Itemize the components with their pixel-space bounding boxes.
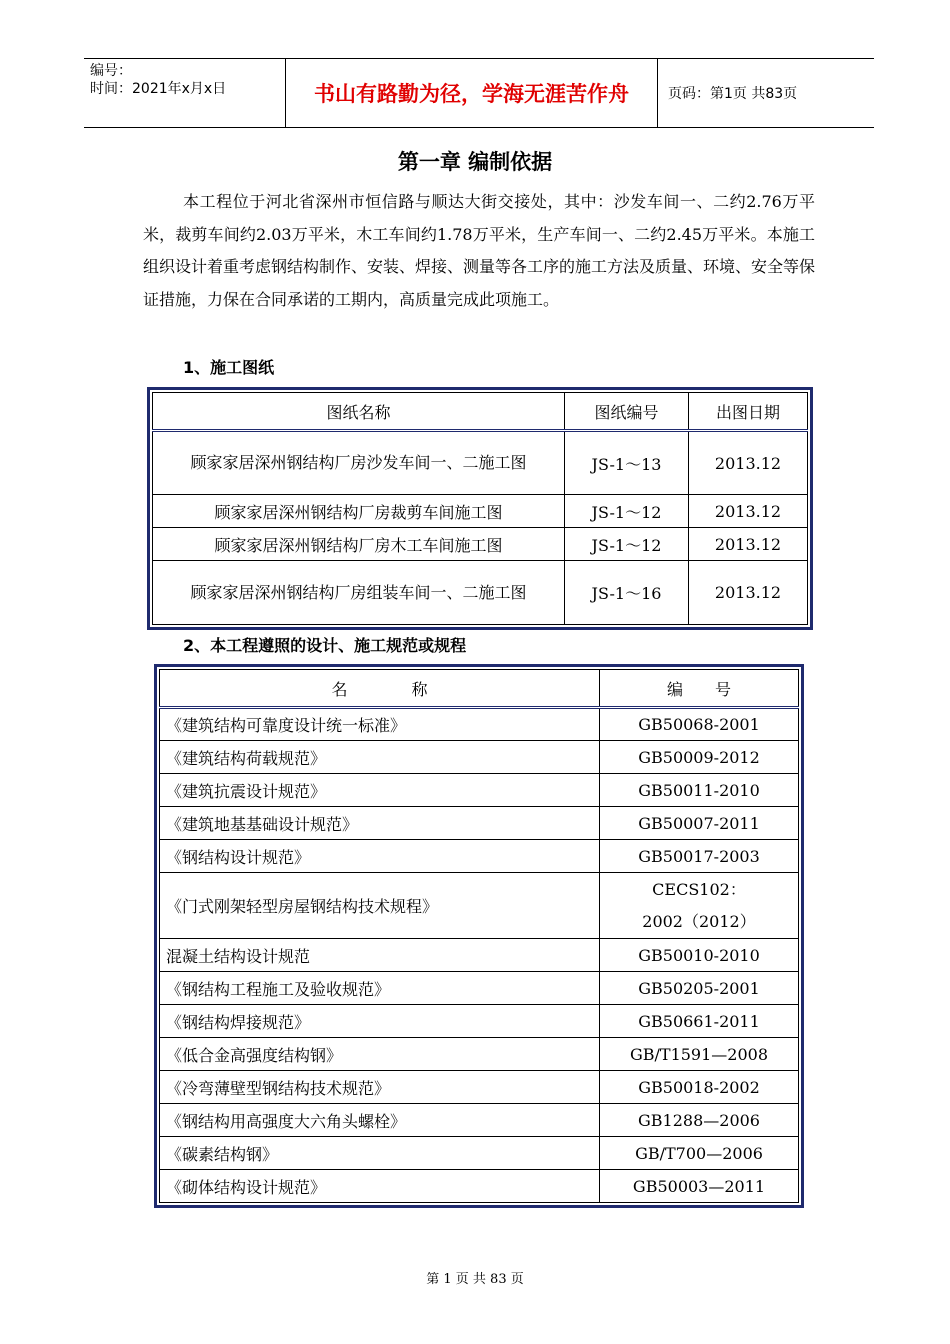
standard-name: 《钢结构设计规范》 [160, 840, 600, 873]
drawings-table [147, 387, 813, 630]
table-row [160, 939, 799, 972]
standard-name: 《钢结构焊接规范》 [160, 1005, 600, 1038]
number-label: 编号： [90, 63, 132, 79]
table-row [160, 1170, 799, 1203]
drawing-code: JS-1～12 [565, 495, 689, 528]
standard-code: CECS102：2002（2012） [600, 873, 799, 939]
table-row [153, 495, 808, 528]
table-row [160, 1005, 799, 1038]
table-row [160, 708, 799, 741]
chapter-title: 第一章 编制依据 [397, 150, 553, 174]
standard-code: GB50009-2012 [600, 741, 799, 774]
drawing-date: 2013.12 [689, 528, 808, 561]
table-row [160, 1071, 799, 1104]
standard-name: 《钢结构工程施工及验收规范》 [160, 972, 600, 1005]
drawings-header-row [153, 393, 808, 431]
page-footer: 第 1 页 共 83 页 [426, 1272, 524, 1287]
header-page-label: 页码：第1页 共83页 [668, 86, 798, 102]
table-row [160, 807, 799, 840]
standard-name: 《建筑地基基础设计规范》 [160, 807, 600, 840]
section2-heading: 2、本工程遵照的设计、施工规范或规程 [183, 636, 467, 655]
standards-table [154, 664, 804, 1208]
standard-name: 混凝土结构设计规范 [160, 939, 600, 972]
standard-name: 《低合金高强度结构钢》 [160, 1038, 600, 1071]
table-row [160, 840, 799, 873]
col-header-issue-date: 出图日期 [689, 393, 808, 431]
standard-name: 《冷弯薄壁型钢结构技术规范》 [160, 1071, 600, 1104]
standard-name: 《建筑结构荷载规范》 [160, 741, 600, 774]
col-header-drawing-code: 图纸编号 [565, 393, 689, 431]
table-row [153, 561, 808, 625]
drawing-code: JS-1～13 [565, 431, 689, 495]
standard-name: 《建筑抗震设计规范》 [160, 774, 600, 807]
time-label: 时间：2021年x月x日 [90, 81, 227, 97]
table-row [160, 774, 799, 807]
drawing-date: 2013.12 [689, 495, 808, 528]
standard-code: GB50007-2011 [600, 807, 799, 840]
drawing-code: JS-1～16 [565, 561, 689, 625]
col-header-standard-code: 编 号 [600, 670, 799, 708]
table-row [160, 1104, 799, 1137]
table-row [160, 1038, 799, 1071]
drawing-name: 顾家家居深州钢结构厂房木工车间施工图 [153, 528, 565, 561]
standard-code: GB/T1591—2008 [600, 1038, 799, 1071]
table-row [160, 972, 799, 1005]
table-row [160, 741, 799, 774]
standard-name: 《碳素结构钢》 [160, 1137, 600, 1170]
standard-name: 《钢结构用高强度大六角头螺栓》 [160, 1104, 600, 1137]
table-row [153, 431, 808, 495]
table-row [160, 873, 799, 939]
standard-code: GB50068-2001 [600, 708, 799, 741]
table-row [153, 528, 808, 561]
drawing-code: JS-1～12 [565, 528, 689, 561]
drawing-name: 顾家家居深州钢结构厂房裁剪车间施工图 [153, 495, 565, 528]
table-row [160, 1137, 799, 1170]
header-motto: 书山有路勤为径，学海无涯苦作舟 [286, 59, 658, 127]
drawing-date: 2013.12 [689, 431, 808, 495]
drawing-name: 顾家家居深州钢结构厂房组装车间一、二施工图 [153, 561, 565, 625]
col-header-standard-name: 名 称 [160, 670, 600, 708]
drawing-date: 2013.12 [689, 561, 808, 625]
standard-code: GB50205-2001 [600, 972, 799, 1005]
col-header-drawing-name: 图纸名称 [153, 393, 565, 431]
standard-code: GB50661-2011 [600, 1005, 799, 1038]
page-header [84, 58, 874, 128]
standard-code: GB50003—2011 [600, 1170, 799, 1203]
standard-name: 《门式刚架轻型房屋钢结构技术规程》 [160, 873, 600, 939]
standard-name: 《建筑结构可靠度设计统一标准》 [160, 708, 600, 741]
standard-code: GB50017-2003 [600, 840, 799, 873]
intro-paragraph: 本工程位于河北省深州市恒信路与顺达大街交接处，其中：沙发车间一、二约2.76万平米，裁剪车间约2.03万平米，木工车间约1.78万平米，生产车间一、二约2.45万平米。本施工组织设计着重考虑钢结构制作、安装、焊接、测量等各工序的施工方法及质量、环境、安全等保证措施，力保在合同承诺的工期内，高质量完成此项施工。 [143, 192, 816, 309]
standard-code: GB50011-2010 [600, 774, 799, 807]
header-meta [84, 59, 286, 127]
standard-code: GB50018-2002 [600, 1071, 799, 1104]
standard-code: GB50010-2010 [600, 939, 799, 972]
drawing-name: 顾家家居深州钢结构厂房沙发车间一、二施工图 [153, 431, 565, 495]
standard-name: 《砌体结构设计规范》 [160, 1170, 600, 1203]
standards-header-row [160, 670, 799, 708]
standard-code: GB1288—2006 [600, 1104, 799, 1137]
section1-heading: 1、施工图纸 [183, 358, 275, 377]
standard-code: GB/T700—2006 [600, 1137, 799, 1170]
